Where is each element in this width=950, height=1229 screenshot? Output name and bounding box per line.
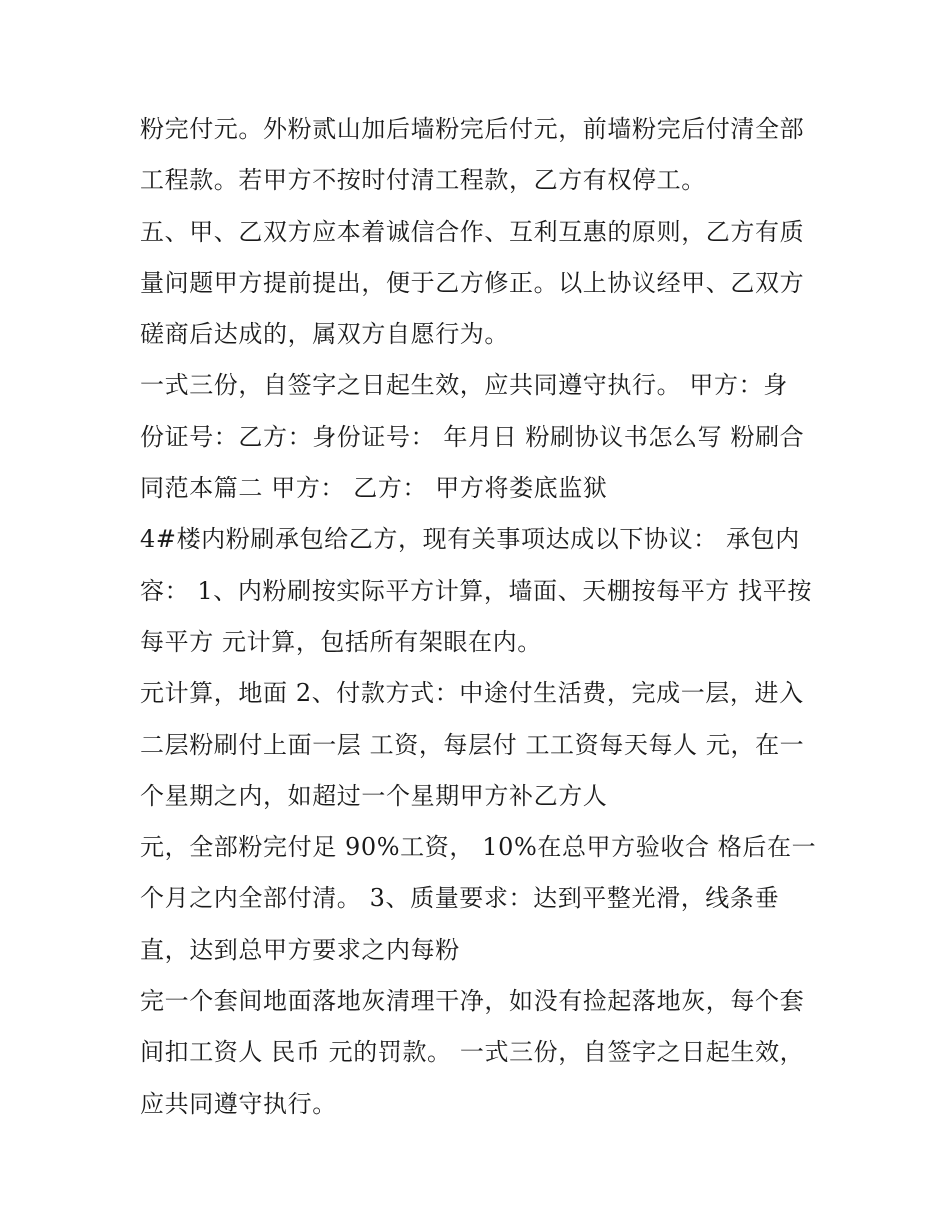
text-line: 粉完付元。外粉贰山加后墙粉完后付元，前墙粉完后付清全部 (140, 115, 805, 143)
text-line: 4#楼内粉刷承包给乙方，现有关事项达成以下协议： 承包内 (140, 525, 800, 554)
text-line: 完一个套间地面落地灰清理干净，如没有捡起落地灰，每个套 (140, 987, 805, 1016)
text-line: 每平方 元计算，包括所有架眼在内。 (140, 627, 542, 656)
text-line: 二层粉刷付上面一层 工资，每层付 工工资每天每人 元，在一 (140, 730, 805, 759)
text-line: 直，达到总甲方要求之内每粉 (140, 935, 460, 964)
text-line: 个月之内全部付清。 3、质量要求：达到平整光滑，线条垂 (140, 884, 780, 913)
text-line: 元，全部粉完付足 90%工资， 10%在总甲方验收合 格后在一 (140, 833, 817, 862)
text-line: 间扣工资人 民币 元的罚款。 一式三份，自签字之日起生效， (140, 1038, 805, 1067)
text-line: 份证号：乙方：身份证号： 年月日 粉刷协议书怎么写 粉刷合 (140, 422, 805, 451)
text-line: 元计算，地面 2、付款方式：中途付生活费，完成一层，进入 (140, 679, 804, 708)
text-line: 应共同遵守执行。 (140, 1089, 337, 1118)
text-line: 一式三份，自签字之日起生效，应共同遵守执行。 甲方：身 (140, 371, 788, 400)
text-line: 个星期之内，如超过一个星期甲方补乙方人 (140, 781, 608, 810)
text-line: 同范本篇二 甲方： 乙方： 甲方将娄底监狱 (140, 474, 608, 503)
text-line: 磋商后达成的，属双方自愿行为。 (140, 320, 509, 349)
document-body (140, 104, 820, 1130)
text-line: 容： 1、内粉刷按实际平方计算，墙面、天棚按每平方 找平按 (140, 576, 812, 605)
text-line: 五、甲、乙双方应本着诚信合作、互利互惠的原则，乙方有质 (140, 217, 805, 246)
text-line: 工程款。若甲方不按时付清工程款，乙方有权停工。 (140, 166, 706, 195)
text-line: 量问题甲方提前提出，便于乙方修正。以上协议经甲、乙双方 (140, 268, 805, 297)
